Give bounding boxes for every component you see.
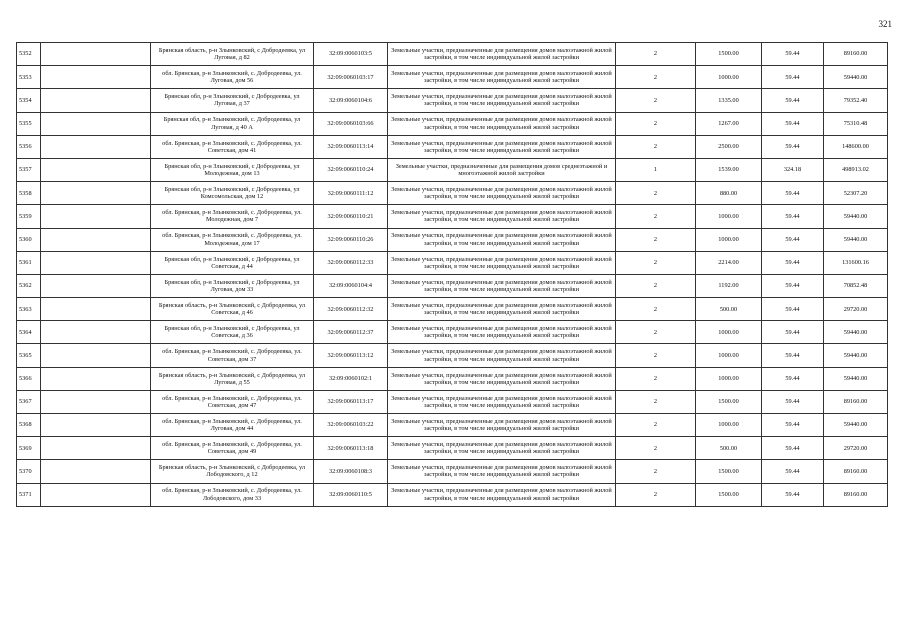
area-cell: 1500.00 — [696, 390, 762, 413]
table-row — [17, 367, 888, 390]
spacer-cell — [41, 89, 151, 112]
specific-value-cell: 59.44 — [762, 89, 824, 112]
address-cell: Брянская область, р-н Злынковский, с Добродеевка, ул Луговая, д 55 — [151, 367, 314, 390]
group-cell: 2 — [616, 205, 696, 228]
row-number-cell: 5362 — [17, 274, 41, 297]
address-cell: обл. Брянская, р-н Злынковский, с. Добродеевка, ул. Луговая, дом 56 — [151, 66, 314, 89]
row-number-cell: 5367 — [17, 390, 41, 413]
area-cell: 1000.00 — [696, 205, 762, 228]
spacer-cell — [41, 437, 151, 460]
address-cell: Брянская обл, р-н Злынковский, с Добродеевка, ул Луговая, дом 33 — [151, 274, 314, 297]
table-row — [17, 321, 888, 344]
group-cell: 2 — [616, 437, 696, 460]
land-purpose-cell: Земельные участки, предназначенные для размещения домов малоэтажной жилой застройки, в том числе индивидуальной жилой застройки — [388, 274, 616, 297]
land-purpose-cell: Земельные участки, предназначенные для размещения домов малоэтажной жилой застройки, в том числе индивидуальной жилой застройки — [388, 89, 616, 112]
row-number-cell: 5366 — [17, 367, 41, 390]
row-number-cell: 5370 — [17, 460, 41, 483]
cadastral-number-cell: 32:09:0060112:37 — [314, 321, 388, 344]
area-cell: 500.00 — [696, 437, 762, 460]
area-cell: 500.00 — [696, 298, 762, 321]
cadastral-number-cell: 32:09:0060112:32 — [314, 298, 388, 321]
address-cell: обл. Брянская, р-н Злынковский, с. Добродеевка, ул. Советская, дом 41 — [151, 135, 314, 158]
row-number-cell: 5365 — [17, 344, 41, 367]
cadastral-value-cell: 59440.00 — [824, 344, 888, 367]
cadastral-value-cell: 148600.00 — [824, 135, 888, 158]
land-purpose-cell: Земельные участки, предназначенные для размещения домов малоэтажной жилой застройки, в том числе индивидуальной жилой застройки — [388, 460, 616, 483]
spacer-cell — [41, 344, 151, 367]
specific-value-cell: 59.44 — [762, 205, 824, 228]
cadastral-value-cell: 29720.00 — [824, 298, 888, 321]
land-purpose-cell: Земельные участки, предназначенные для размещения домов малоэтажной жилой застройки, в том числе индивидуальной жилой застройки — [388, 437, 616, 460]
cadastral-number-cell: 32:09:0060112:33 — [314, 251, 388, 274]
area-cell: 1192.00 — [696, 274, 762, 297]
address-cell: Брянская обл, р-н Злынковский, с Добродеевка, ул Луговая, д 37 — [151, 89, 314, 112]
cadastral-value-cell: 89160.00 — [824, 43, 888, 66]
spacer-cell — [41, 43, 151, 66]
cadastral-number-cell: 32:09:0060102:1 — [314, 367, 388, 390]
spacer-cell — [41, 251, 151, 274]
cadastral-value-cell: 52307.20 — [824, 182, 888, 205]
area-cell: 1000.00 — [696, 367, 762, 390]
specific-value-cell: 59.44 — [762, 414, 824, 437]
address-cell: Брянская обл, р-н Злынковский, с. Добродеевка, ул Луговая, д 40 А — [151, 112, 314, 135]
area-cell: 1000.00 — [696, 228, 762, 251]
table-row — [17, 483, 888, 506]
row-number-cell: 5369 — [17, 437, 41, 460]
land-purpose-cell: Земельные участки, предназначенные для размещения домов малоэтажной жилой застройки, в том числе индивидуальной жилой застройки — [388, 298, 616, 321]
group-cell: 2 — [616, 390, 696, 413]
row-number-cell: 5364 — [17, 321, 41, 344]
table-row — [17, 158, 888, 181]
address-cell: обл. Брянская, р-н Злынковский, с. Добродеевка, ул. Советская, дом 37 — [151, 344, 314, 367]
spacer-cell — [41, 158, 151, 181]
table-row — [17, 298, 888, 321]
table-row — [17, 112, 888, 135]
cadastral-number-cell: 32:09:0060104:6 — [314, 89, 388, 112]
address-cell: обл. Брянская, р-н Злынковский, с. Добродеевка, ул. Советская, дом 49 — [151, 437, 314, 460]
table-row — [17, 460, 888, 483]
cadastral-value-cell: 59440.00 — [824, 205, 888, 228]
land-purpose-cell: Земельные участки, предназначенные для размещения домов среднеэтажной и многоэтажной жилой застройки — [388, 158, 616, 181]
group-cell: 2 — [616, 112, 696, 135]
land-purpose-cell: Земельные участки, предназначенные для размещения домов малоэтажной жилой застройки, в том числе индивидуальной жилой застройки — [388, 205, 616, 228]
row-number-cell: 5361 — [17, 251, 41, 274]
cadastral-value-table — [16, 42, 888, 507]
specific-value-cell: 59.44 — [762, 228, 824, 251]
cadastral-number-cell: 32:09:0060103:17 — [314, 66, 388, 89]
spacer-cell — [41, 274, 151, 297]
cadastral-number-cell: 32:09:0060108:3 — [314, 460, 388, 483]
specific-value-cell: 59.44 — [762, 483, 824, 506]
group-cell: 2 — [616, 321, 696, 344]
land-purpose-cell: Земельные участки, предназначенные для размещения домов малоэтажной жилой застройки, в том числе индивидуальной жилой застройки — [388, 321, 616, 344]
table-row — [17, 228, 888, 251]
address-cell: обл. Брянская, р-н Злынковский, с. Добродеевка, ул. Лободовского, дом 33 — [151, 483, 314, 506]
cadastral-number-cell: 32:09:0060104:4 — [314, 274, 388, 297]
table-row — [17, 66, 888, 89]
land-purpose-cell: Земельные участки, предназначенные для размещения домов малоэтажной жилой застройки, в том числе индивидуальной жилой застройки — [388, 414, 616, 437]
row-number-cell: 5352 — [17, 43, 41, 66]
row-number-cell: 5355 — [17, 112, 41, 135]
group-cell: 2 — [616, 460, 696, 483]
row-number-cell: 5363 — [17, 298, 41, 321]
specific-value-cell: 59.44 — [762, 43, 824, 66]
row-number-cell: 5359 — [17, 205, 41, 228]
group-cell: 2 — [616, 135, 696, 158]
cadastral-number-cell: 32:09:0060103:22 — [314, 414, 388, 437]
table-row — [17, 414, 888, 437]
row-number-cell: 5353 — [17, 66, 41, 89]
spacer-cell — [41, 182, 151, 205]
specific-value-cell: 59.44 — [762, 274, 824, 297]
group-cell: 2 — [616, 344, 696, 367]
row-number-cell: 5357 — [17, 158, 41, 181]
cadastral-number-cell: 32:09:0060111:12 — [314, 182, 388, 205]
area-cell: 1335.00 — [696, 89, 762, 112]
table-row — [17, 89, 888, 112]
table-row — [17, 344, 888, 367]
specific-value-cell: 59.44 — [762, 437, 824, 460]
row-number-cell: 5368 — [17, 414, 41, 437]
group-cell: 2 — [616, 251, 696, 274]
row-number-cell: 5354 — [17, 89, 41, 112]
specific-value-cell: 59.44 — [762, 135, 824, 158]
specific-value-cell: 59.44 — [762, 390, 824, 413]
cadastral-value-cell: 59440.00 — [824, 66, 888, 89]
land-purpose-cell: Земельные участки, предназначенные для размещения домов малоэтажной жилой застройки, в том числе индивидуальной жилой застройки — [388, 390, 616, 413]
cadastral-number-cell: 32:09:0060113:14 — [314, 135, 388, 158]
group-cell: 1 — [616, 158, 696, 181]
row-number-cell: 5360 — [17, 228, 41, 251]
group-cell: 2 — [616, 182, 696, 205]
cadastral-number-cell: 32:09:0060103:66 — [314, 112, 388, 135]
area-cell: 1267.00 — [696, 112, 762, 135]
specific-value-cell: 59.44 — [762, 112, 824, 135]
cadastral-number-cell: 32:09:0060110:24 — [314, 158, 388, 181]
specific-value-cell: 59.44 — [762, 367, 824, 390]
row-number-cell: 5371 — [17, 483, 41, 506]
group-cell: 2 — [616, 483, 696, 506]
spacer-cell — [41, 390, 151, 413]
group-cell: 2 — [616, 228, 696, 251]
cadastral-number-cell: 32:09:0060110:5 — [314, 483, 388, 506]
cadastral-value-cell: 131600.16 — [824, 251, 888, 274]
cadastral-value-cell: 29720.00 — [824, 437, 888, 460]
area-cell: 2214.00 — [696, 251, 762, 274]
group-cell: 2 — [616, 367, 696, 390]
group-cell: 2 — [616, 43, 696, 66]
area-cell: 1000.00 — [696, 321, 762, 344]
spacer-cell — [41, 228, 151, 251]
address-cell: Брянская область, р-н Злынковский, с Добродеевка, ул Луговая, д 82 — [151, 43, 314, 66]
area-cell: 1500.00 — [696, 460, 762, 483]
specific-value-cell: 59.44 — [762, 298, 824, 321]
land-purpose-cell: Земельные участки, предназначенные для размещения домов малоэтажной жилой застройки, в том числе индивидуальной жилой застройки — [388, 367, 616, 390]
specific-value-cell: 324.18 — [762, 158, 824, 181]
spacer-cell — [41, 483, 151, 506]
cadastral-value-cell: 59440.00 — [824, 367, 888, 390]
area-cell: 1000.00 — [696, 66, 762, 89]
address-cell: Брянская область, р-н Злынковский, с Добродеевка, ул Лободовского, д 12 — [151, 460, 314, 483]
cadastral-number-cell: 32:09:0060110:26 — [314, 228, 388, 251]
land-purpose-cell: Земельные участки, предназначенные для размещения домов малоэтажной жилой застройки, в том числе индивидуальной жилой застройки — [388, 112, 616, 135]
spacer-cell — [41, 135, 151, 158]
table-row — [17, 390, 888, 413]
specific-value-cell: 59.44 — [762, 66, 824, 89]
address-cell: Брянская область, р-н Злынковский, с Добродеевка, ул Советская, д 46 — [151, 298, 314, 321]
specific-value-cell: 59.44 — [762, 344, 824, 367]
cadastral-value-cell: 89160.00 — [824, 460, 888, 483]
area-cell: 1500.00 — [696, 43, 762, 66]
address-cell: Брянская обл, р-н Злынковский, с Добродеевка, ул Молодежная, дом 13 — [151, 158, 314, 181]
row-number-cell: 5356 — [17, 135, 41, 158]
land-purpose-cell: Земельные участки, предназначенные для размещения домов малоэтажной жилой застройки, в том числе индивидуальной жилой застройки — [388, 344, 616, 367]
land-purpose-cell: Земельные участки, предназначенные для размещения домов малоэтажной жилой застройки, в том числе индивидуальной жилой застройки — [388, 483, 616, 506]
address-cell: Брянская обл, р-н Злынковский, с Добродеевка, ул Комсомольская, дом 12 — [151, 182, 314, 205]
area-cell: 1000.00 — [696, 414, 762, 437]
address-cell: обл. Брянская, р-н Злынковский, с. Добродеевка, ул. Советская, дом 47 — [151, 390, 314, 413]
spacer-cell — [41, 298, 151, 321]
cadastral-value-cell: 89160.00 — [824, 390, 888, 413]
area-cell: 1539.00 — [696, 158, 762, 181]
land-purpose-cell: Земельные участки, предназначенные для размещения домов малоэтажной жилой застройки, в том числе индивидуальной жилой застройки — [388, 228, 616, 251]
table-row — [17, 251, 888, 274]
group-cell: 2 — [616, 298, 696, 321]
address-cell: Брянская обл, р-н Злынковский, с Добродеевка, ул Советская, д 44 — [151, 251, 314, 274]
table-row — [17, 135, 888, 158]
specific-value-cell: 59.44 — [762, 460, 824, 483]
land-purpose-cell: Земельные участки, предназначенные для размещения домов малоэтажной жилой застройки, в том числе индивидуальной жилой застройки — [388, 135, 616, 158]
cadastral-number-cell: 32:09:0060113:17 — [314, 390, 388, 413]
specific-value-cell: 59.44 — [762, 251, 824, 274]
specific-value-cell: 59.44 — [762, 321, 824, 344]
land-purpose-cell: Земельные участки, предназначенные для размещения домов малоэтажной жилой застройки, в том числе индивидуальной жилой застройки — [388, 182, 616, 205]
group-cell: 2 — [616, 414, 696, 437]
area-cell: 1000.00 — [696, 344, 762, 367]
cadastral-value-cell: 59440.00 — [824, 321, 888, 344]
cadastral-value-cell: 59440.00 — [824, 414, 888, 437]
spacer-cell — [41, 367, 151, 390]
cadastral-number-cell: 32:09:0060110:21 — [314, 205, 388, 228]
table-row — [17, 182, 888, 205]
cadastral-value-cell: 59440.00 — [824, 228, 888, 251]
spacer-cell — [41, 321, 151, 344]
group-cell: 2 — [616, 274, 696, 297]
specific-value-cell: 59.44 — [762, 182, 824, 205]
address-cell: обл. Брянская, р-н Злынковский, с. Добродеевка, ул. Молодежная, дом 17 — [151, 228, 314, 251]
row-number-cell: 5358 — [17, 182, 41, 205]
cadastral-value-cell: 498913.02 — [824, 158, 888, 181]
table-row — [17, 437, 888, 460]
address-cell: обл. Брянская, р-н Злынковский, с. Добродеевка, ул. Луговая, дом 44 — [151, 414, 314, 437]
address-cell: Брянская обл, р-н Злынковский, с Добродеевка, ул Советская, д 36 — [151, 321, 314, 344]
group-cell: 2 — [616, 89, 696, 112]
land-purpose-cell: Земельные участки, предназначенные для размещения домов малоэтажной жилой застройки, в том числе индивидуальной жилой застройки — [388, 251, 616, 274]
cadastral-value-cell: 70852.48 — [824, 274, 888, 297]
address-cell: обл. Брянская, р-н Злынковский, с. Добродеевка, ул. Молодежная, дом 7 — [151, 205, 314, 228]
cadastral-number-cell: 32:09:0060113:12 — [314, 344, 388, 367]
spacer-cell — [41, 460, 151, 483]
cadastral-number-cell: 32:09:0060113:18 — [314, 437, 388, 460]
cadastral-number-cell: 32:09:0060103:5 — [314, 43, 388, 66]
spacer-cell — [41, 205, 151, 228]
land-purpose-cell: Земельные участки, предназначенные для размещения домов малоэтажной жилой застройки, в том числе индивидуальной жилой застройки — [388, 43, 616, 66]
cadastral-value-cell: 75310.48 — [824, 112, 888, 135]
cadastral-value-cell: 89160.00 — [824, 483, 888, 506]
area-cell: 1500.00 — [696, 483, 762, 506]
table-row — [17, 274, 888, 297]
area-cell: 2500.00 — [696, 135, 762, 158]
land-purpose-cell: Земельные участки, предназначенные для размещения домов малоэтажной жилой застройки, в том числе индивидуальной жилой застройки — [388, 66, 616, 89]
group-cell: 2 — [616, 66, 696, 89]
cadastral-value-cell: 79352.40 — [824, 89, 888, 112]
spacer-cell — [41, 414, 151, 437]
page-number: 321 — [878, 19, 892, 29]
area-cell: 880.00 — [696, 182, 762, 205]
table-row — [17, 43, 888, 66]
spacer-cell — [41, 66, 151, 89]
spacer-cell — [41, 112, 151, 135]
table-row — [17, 205, 888, 228]
